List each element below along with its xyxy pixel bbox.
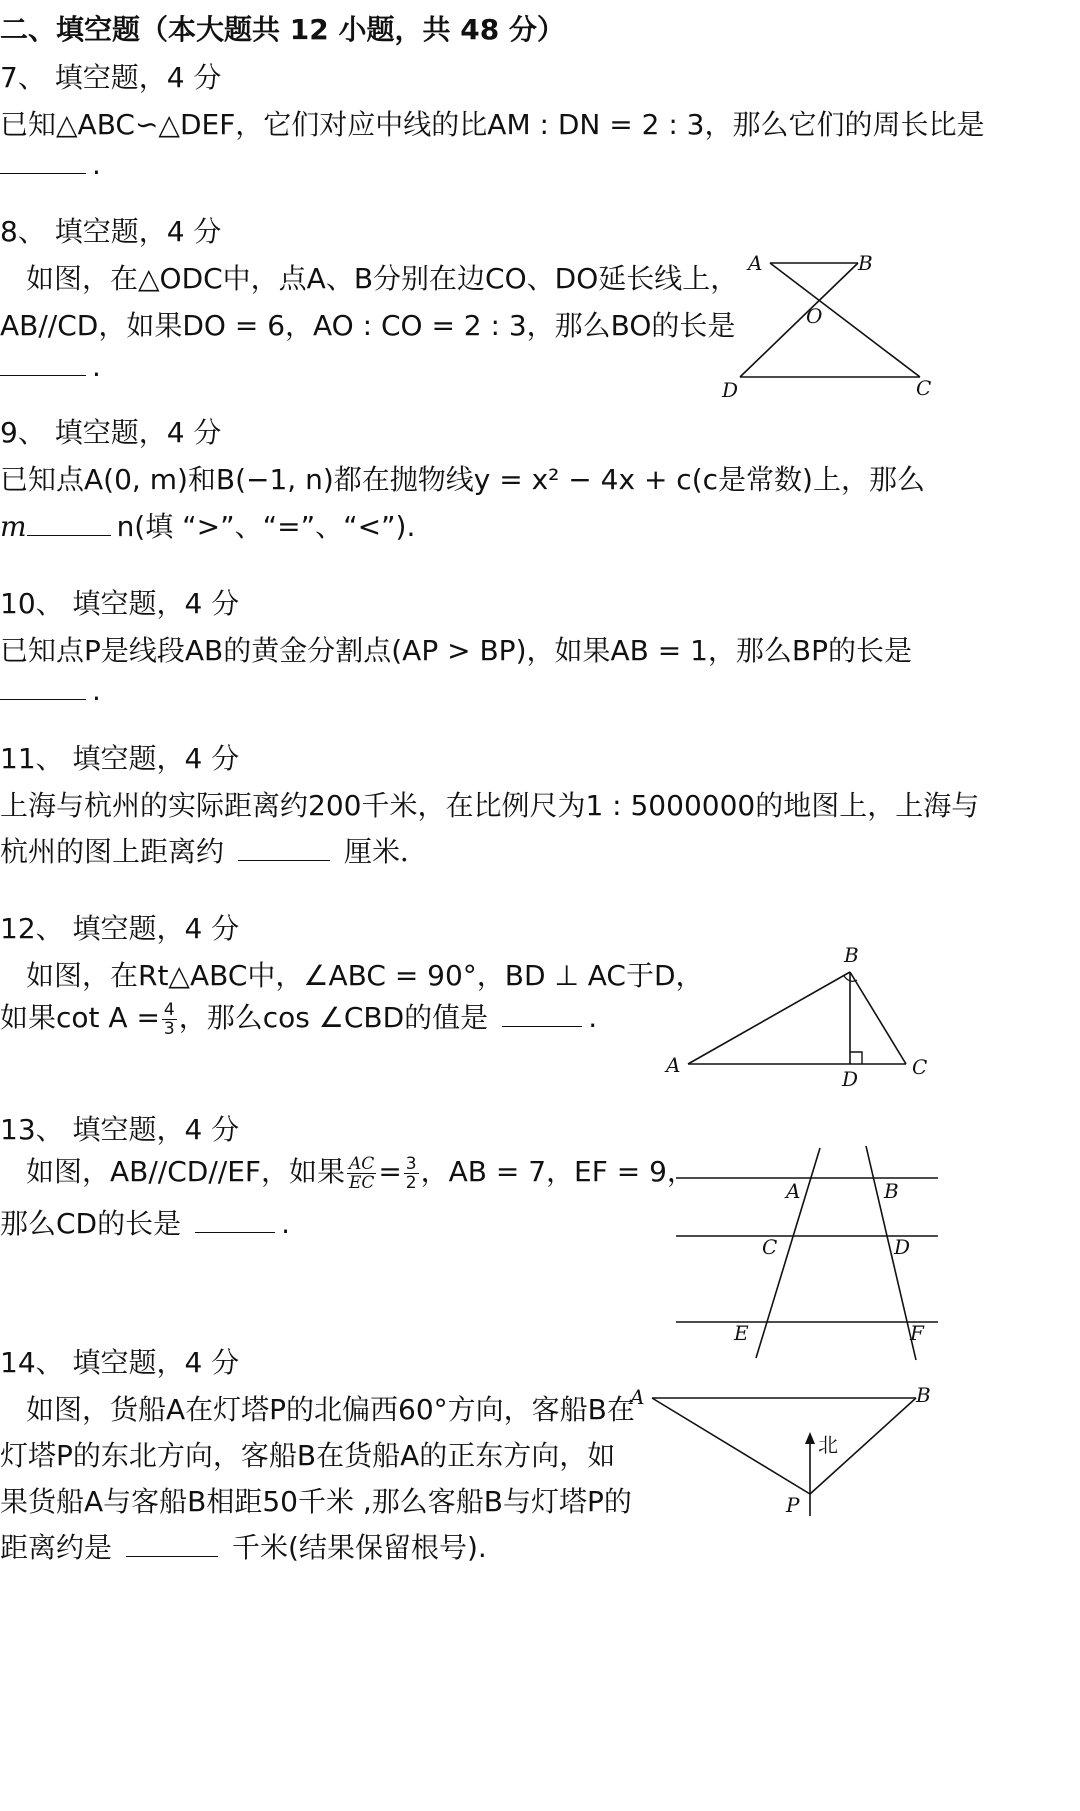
q14-line4: 距离约是 千米(结果保留根号). [0,1531,487,1564]
q8-label-c: C [916,376,932,400]
q11-line2: 杭州的图上距离约 厘米． [0,835,429,868]
q12-label-c: C [912,1055,928,1079]
q11-header: 11、 填空题，4 分 [0,742,240,775]
q12-label-d: D [842,1067,859,1091]
q14-line3: 果货船A与客船B相距50千米 ,那么客船B与灯塔P的 [0,1485,632,1518]
q8-line3: . [0,350,101,383]
q13-label-d: D [894,1235,911,1259]
q10-header: 10、 填空题，4 分 [0,587,240,620]
section-title: 二、填空题（本大题共 12 小题，共 48 分） [0,13,565,46]
q8-line1: 如图，在△ODC中，点A、B分别在边CO、DO延长线上， [26,262,739,295]
q13-label-f: F [910,1321,924,1345]
q13-label-e: E [734,1321,749,1345]
q12-header: 12、 填空题，4 分 [0,912,240,945]
q14-header: 14、 填空题，4 分 [0,1346,240,1379]
q13-fraction-3-2: $\frac{3}{2}$ [405,1153,417,1193]
q13-fraction-ac-ec: $\frac{AC}{EC}$ [348,1153,375,1193]
q10-line2: . [0,674,101,707]
q8-label-b: B [858,251,873,275]
q13-header: 13、 填空题，4 分 [0,1113,240,1146]
q13-label-c: C [762,1235,778,1259]
q7-answer-blank[interactable] [0,151,86,174]
q12-label-b: B [844,943,859,967]
q11-line1: 上海与杭州的实际距离约200千米，在比例尺为1 : 5000000的地图上，上海与 [0,789,980,822]
q14-answer-blank[interactable] [126,1534,218,1557]
q7-line1: 已知△ABC∽△DEF，它们对应中线的比AM : DN = 2 : 3，那么它们的周长比是 [0,108,985,141]
q8-header: 8、 填空题，4 分 [0,215,222,248]
q8-figure [722,245,1070,405]
q13-answer-blank[interactable] [195,1210,275,1233]
q12-figure [660,940,1080,1090]
q14-line2: 灯塔P的东北方向，客船B在货船A的正东方向，如 [0,1439,616,1472]
q12-line2: 如果cot A = $\frac{4}{3}$ ，那么cos ∠CBD的值是 . [0,999,598,1039]
q11-answer-blank[interactable] [238,838,330,861]
q14-label-a: A [630,1385,645,1409]
q8-label-d: D [722,378,739,402]
q14-label-north: 北 [818,1433,838,1457]
q8-answer-blank[interactable] [0,353,86,376]
q13-label-b: B [884,1179,899,1203]
q14-figure [626,1376,1080,1556]
q13-label-a: A [786,1179,801,1203]
q10-answer-blank[interactable] [0,677,86,700]
q8-label-o: O [806,304,823,328]
q12-fraction: $\frac{4}{3}$ [163,999,175,1039]
q7-header: 7、 填空题，4 分 [0,61,222,94]
q13-line1: 如图，AB//CD//EF，如果 $\frac{AC}{EC}$ = $\frac{3}{2}$ ，AB = 7，EF = 9， [26,1153,695,1193]
q7-line2: . [0,148,101,181]
q12-line1: 如图，在Rt△ABC中，∠ABC = 90°，BD ⊥ AC于D， [26,959,704,992]
q8-line2: AB//CD，如果DO = 6，AO : CO = 2 : 3，那么BO的长是 [0,309,736,342]
q8-label-a: A [748,251,763,275]
q9-header: 9、 填空题，4 分 [0,416,222,449]
q14-label-b: B [916,1383,931,1407]
q14-label-p: P [786,1493,800,1517]
q12-label-a: A [666,1053,681,1077]
q13-line2: 那么CD的长是 . [0,1207,291,1240]
q14-line1: 如图，货船A在灯塔P的北偏西60°方向，客船B在 [26,1393,635,1426]
q9-line2: m n(填 “>”、“=”、“<”). [0,510,416,543]
q9-line1: 已知点A(0, m)和B(−1, n)都在抛物线y = x² − 4x + c(c是常数)上，那么 [0,463,925,496]
q13-figure [676,1140,1080,1370]
q9-answer-blank[interactable] [27,513,111,536]
q12-answer-blank[interactable] [502,1004,582,1027]
q10-line1: 已知点P是线段AB的黄金分割点(AP > BP)，如果AB = 1，那么BP的长是 [0,634,913,667]
